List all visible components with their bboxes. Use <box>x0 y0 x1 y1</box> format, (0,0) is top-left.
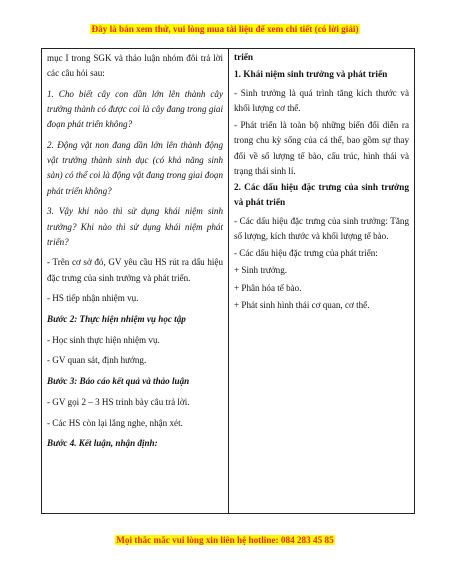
content-column <box>229 49 414 513</box>
right-heading-1: 1. Khái niệm sinh trưởng và phát triển <box>234 70 388 81</box>
left-paragraph-11: - Các HS còn lại lắng nghe, nhận xét. <box>47 417 183 428</box>
right-paragraph-3: - Phát triển là toàn bộ những biến đổi diễn ra trong chu kỳ sống của cá thể, bao gồm sự thay đổi về số lượng tế bào, cấu trúc, hình thái và trạng thái sinh lí. <box>234 120 409 176</box>
right-heading-continued: triển <box>234 53 254 63</box>
preview-banner <box>0 24 450 34</box>
left-paragraph-8: - GV quan sát, định hướng. <box>47 355 147 366</box>
left-paragraph-4: - Trên cơ sở đó, GV yêu cầu HS rút ra dấu hiệu đặc trưng của sinh trưởng và phát triển. <box>47 257 223 283</box>
right-paragraph-6: - Các dấu hiệu đặc trưng của phát triển: <box>234 248 378 259</box>
left-paragraph-5: - HS tiếp nhận nhiệm vụ. <box>47 293 139 304</box>
right-list-item-9: + Phát sinh hình thái cơ quan, cơ thể. <box>234 299 370 310</box>
step-3-heading: Bước 3: Báo cáo kết quả và thảo luận <box>47 376 190 387</box>
left-paragraph-10: - GV gọi 2 – 3 HS trình bày câu trả lời. <box>47 396 190 407</box>
activity-column <box>42 49 229 513</box>
right-paragraph-5: - Các dấu hiệu đặc trưng của sinh trưởng: Tăng số lượng, kích thước và khối lượng tế bào. <box>234 215 409 242</box>
hotline-banner-text: Mọi thắc mắc vui lòng xin liên hệ hotline: 084 283 45 85 <box>116 535 334 545</box>
preview-banner-text: Đây là bản xem thử, vui lòng mua tài liệu để xem chi tiết (có lời giải) <box>91 24 359 34</box>
hotline-banner <box>0 535 450 545</box>
left-question-2: 2. Động vật non đang dần lớn lên thành động vật trưởng thành sinh dục (có khả năng sinh sản) có thể coi là động vật đang trong giai đoạn phát triển không? <box>47 140 223 196</box>
step-4-heading: Bước 4. Kết luận, nhận định: <box>47 438 158 449</box>
right-paragraph-2: - Sinh trưởng là quá trình tăng kích thước và khối lượng cơ thể. <box>234 87 409 114</box>
left-paragraph-0: mục I trong SGK và thảo luận nhóm đôi trả lời các câu hỏi sau: <box>47 53 223 79</box>
right-heading-2: 2. Các dấu hiệu đặc trưng của sinh trưởng và phát triển <box>234 183 409 209</box>
left-question-3: 3. Vậy khi nào thì sử dụng khái niệm sinh trưởng? Khi nào thì sử dụng khái niệm phát triển? <box>47 206 223 247</box>
left-question-1: 1. Cho biết cây con dần lớn lên thành cây trưởng thành có được coi là cây đang trong giai đoạn phát triển không? <box>47 88 223 130</box>
lesson-table <box>41 48 415 514</box>
left-paragraph-7: - Học sinh thực hiện nhiệm vụ. <box>47 334 160 345</box>
step-2-heading: Bước 2: Thực hiện nhiệm vụ học tập <box>47 314 186 325</box>
right-list-item-7: + Sinh trưởng. <box>234 265 288 276</box>
right-list-item-8: + Phân hóa tế bào. <box>234 282 302 293</box>
